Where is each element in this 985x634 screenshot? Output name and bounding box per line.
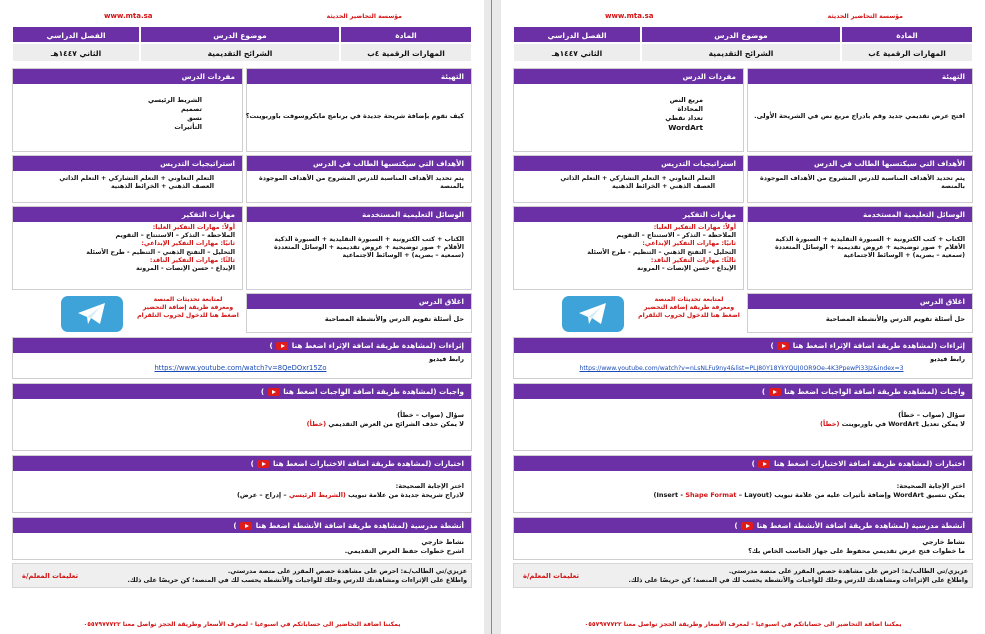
notes-line: واطلاع على الإثراءات ومشاهدتك للدرس وحلك للواجبات والأنشطة يحسب لك في المنصة؛ كن حريصًا على ذلك. [628,577,968,584]
subject-label: المادة [841,26,973,43]
homework-question-type: سؤال (صواب – خطأ) [397,411,464,419]
activity-text: ما خطوات فتح عرض تقديمي محفوظ على جهاز الحاسب الخاص بك؟ [748,547,965,555]
skills-title: مهارات التفكير [514,207,743,222]
aids-title: الوسائل التعليمية المستخدمة [247,207,471,222]
activity-type: نشاط خارجي [421,538,464,546]
youtube-icon[interactable] [777,342,789,350]
aids-line: الكتاب + كتب الكترونية + السبورة التقليدية + السبورة الذكية [775,236,965,243]
vocab-item: نسق [187,114,202,122]
aids-line: الأقلام + صور توضيحية + عروض تقديمية + الوسائل المتعددة [774,244,965,252]
topic-value: الشرائح التقديمية [140,43,340,62]
tests-other-options: – إدراج – عرض) [236,491,287,499]
promo-line: ومعرفة طريقة إضافة التحضير [142,304,234,312]
closing-title: اغلاق الدرس [748,294,972,309]
vocab-title: مفردات الدرس [13,69,242,84]
activities-title: أنشطة مدرسية (لمشاهدة طريقة اضافة الأنشطة اضغط هنا ) [13,518,471,533]
strategies-line: التعلم التعاوني + التعلم التشاركي + التعلم الذاتي [59,175,214,182]
activities-title: أنشطة مدرسية (لمشاهدة طريقة اضافة الأنشطة اضغط هنا ) [514,518,972,533]
video-link[interactable]: https://www.youtube.com/watch?v=8QeDOxr15Zo [154,364,327,372]
promo-line: لمتابعة تحديثات المنصة [153,296,223,303]
intro-text: كيف تقوم بإضافة شريحة جديدة في برنامج مايكروسوفت باوربوينت؟ [245,112,464,120]
site-url[interactable]: www.mta.sa [104,12,153,20]
tests-title-link[interactable]: اختبارات (لمشاهدة طريقة اضافة الاختبارات اضغط هنا [272,459,464,468]
strategies-section [513,155,744,203]
aids-title: الوسائل التعليمية المستخدمة [748,207,972,222]
teacher-notes [513,563,973,588]
vocab-item: WordArt [668,123,703,132]
objectives-title: الأهداف التي سيكتسبها الطالب في الدرس [748,156,972,171]
term-value: الثاني ١٤٤٧هـ [513,43,641,62]
youtube-icon[interactable] [741,522,753,530]
closing-text: حل أسئلة تقويم الدرس والأنشطة المصاحبة [324,315,464,323]
subject-label: المادة [340,26,472,43]
tests-title: اختبارات (لمشاهدة طريقة اضافة الاختبارات اضغط هنا ) [514,456,972,471]
tests-option-insert: (Insert - [653,491,684,499]
homework-question-type: سؤال (صواب – خطأ) [898,411,965,419]
footer-contact[interactable]: يمكننا اضافة التحاضير الى حساباتكم في اسبوعيا - لمعرف الأسعار وطريقة الحجز تواصل معنا ٠٥٥٧٩٧٧٧٢٢ [83,621,401,628]
term-label: الفصل الدراسي [12,26,140,43]
telegram-icon[interactable] [562,296,624,332]
tests-title-link[interactable]: اختبارات (لمشاهدة طريقة اضافة الاختبارات اضغط هنا [773,459,965,468]
homework-title: واجبات (لمشاهدة طريقة اضافة الواجبات اضغط هنا ) [514,384,972,399]
homework-section [12,383,472,451]
notes-line: عزيزي/تي الطالب/ـة: احرص على مشاهدة حصص المقرر على منصة مدرستي. [227,568,467,575]
aids-line: (سمعية – بصرية) + الوسائط الاجتماعية [843,252,965,260]
org-name: مؤسسة التحاضير الحديثة [326,13,402,20]
homework-question: لا يمكن حذف الشرائح من العرض التقديمي [328,420,464,428]
objectives-section [747,155,973,203]
vocab-item: الشريط الرئيسي [148,96,202,104]
closing-section [246,293,472,333]
objectives-section [246,155,472,203]
tests-option-layout: – Layout) [738,491,772,499]
intro-title: التهيئة [748,69,972,84]
intro-section [246,68,472,152]
enrichment-section [12,337,472,379]
activities-section [513,517,973,560]
closing-section [747,293,973,333]
promo-line: اضغط هنا للدخول لجروب التلقرام [638,312,740,320]
skills-line: الملاحظة – التذكر – الاستنتاج – التقويم [616,232,736,240]
video-link[interactable]: https://www.youtube.com/watch?v=nLsNLFu9ny4&list=PLJ80Y18YkYQUJ0OR9Oe-4K3PpewPi33Jz&index=3 [579,365,904,372]
skills-heading: أولاً: مهارات التفكير العليا: [152,224,235,231]
enrich-title: إثراءات (لمشاهدة طريقة اضافة الإثراء اضغط هنا ) [514,338,972,353]
objectives-line: بالمنصة [440,183,464,191]
activities-title-link[interactable]: أنشطة مدرسية (لمشاهدة طريقة اضافة الأنشطة اضغط هنا [756,521,965,530]
tests-section [513,455,973,513]
aids-section [747,206,973,290]
intro-title: التهيئة [247,69,471,84]
aids-line: الأقلام + صور توضيحية + عروض تقديمية + الوسائل المتعددة [273,244,464,252]
lesson-header [12,26,472,62]
subject-value: المهارات الرقمية ٤ب [841,43,973,62]
homework-title-link[interactable]: واجبات (لمشاهدة طريقة اضافة الواجبات اضغط هنا [283,387,464,396]
skills-line: التحليل – التفتح الذهني – التنظيم - طرح الأسئلة [86,248,235,256]
enrichment-section [513,337,973,379]
youtube-icon[interactable] [257,460,269,468]
tests-section [12,455,472,513]
promo-text[interactable] [136,296,240,321]
strategies-title: استراتيجيات التدريس [514,156,743,171]
skills-line: الإبداع - حسن الإنصات - المرونة [637,265,736,273]
vocab-item: تعداد نقطي [665,114,703,122]
skills-heading: ثالثًا: مهارات التفكير الناقد: [149,256,235,264]
vocab-title: مفردات الدرس [514,69,743,84]
tests-correct-option: (الشريط الرئيسي [288,491,346,499]
subject-value: المهارات الرقمية ٤ب [340,43,472,62]
skills-line: التحليل – التفتح الذهني – التنظيم - طرح الأسئلة [587,248,736,256]
lesson-page-2 [501,0,985,634]
vocab-item: المحاذاة [677,105,703,113]
aids-section [246,206,472,290]
notes-label: تعليمات المعلم/ة [21,571,79,580]
skills-line: الملاحظة – التذكر – الاستنتاج – التقويم [115,232,235,240]
skills-title: مهارات التفكير [13,207,242,222]
promo-line: لمتابعة تحديثات المنصة [654,296,724,303]
intro-text: افتح عرض تقديمي جديد وقم بادراج مربع نص في الشريحة الأولى. [754,112,965,120]
tests-title: اختبارات (لمشاهدة طريقة اضافة الاختبارات اضغط هنا ) [13,456,471,471]
video-link-label: رابط فيديو [429,355,464,363]
youtube-icon[interactable] [268,388,280,396]
skills-heading: ثانيًا: مهارات التفكير الإبداعي: [141,240,235,248]
skills-heading: أولاً: مهارات التفكير العليا: [653,224,736,231]
homework-title-link[interactable]: واجبات (لمشاهدة طريقة اضافة الواجبات اضغط هنا [784,387,965,396]
org-name: مؤسسة التحاضير الحديثة [827,13,903,20]
vocab-item: تصميم [181,105,202,113]
closing-title: اغلاق الدرس [247,294,471,309]
topic-label: موضوع الدرس [641,26,841,43]
youtube-icon[interactable] [276,342,288,350]
lesson-header [513,26,973,62]
promo-text[interactable] [637,296,741,321]
objectives-line: يتم تحديد الأهداف المناسبة للدرس المشروح من الأهداف الموجودة [259,175,464,182]
topic-label: موضوع الدرس [140,26,340,43]
youtube-icon[interactable] [769,388,781,396]
vocab-section [12,68,243,152]
strategies-title: استراتيجيات التدريس [13,156,242,171]
lesson-page-1 [0,0,484,634]
telegram-promo [513,294,744,334]
skills-heading: ثالثًا: مهارات التفكير الناقد: [650,256,736,264]
skills-line: الإبداع - حسن الإنصات - المرونة [136,265,235,273]
activity-text: اشرح خطوات حفظ العرض التقديمي. [344,547,464,555]
enrich-title-link[interactable]: إثراءات (لمشاهدة طريقة اضافة الإثراء اضغط هنا [792,341,965,350]
closing-text: حل أسئلة تقويم الدرس والأنشطة المصاحبة [825,315,965,323]
homework-title: واجبات (لمشاهدة طريقة اضافة الواجبات اضغط هنا ) [13,384,471,399]
topic-value: الشرائح التقديمية [641,43,841,62]
objectives-line: يتم تحديد الأهداف المناسبة للدرس المشروح من الأهداف الموجودة [760,175,965,182]
notes-label: تعليمات المعلم/ة [522,571,580,580]
tests-instruction: اختر الإجابة الصحيحة: [896,482,965,490]
strategies-section [12,155,243,203]
objectives-line: بالمنصة [941,183,965,191]
vocab-item: مربع النص [669,96,703,104]
homework-answer: (خطأ) [306,420,327,428]
youtube-icon[interactable] [240,522,252,530]
telegram-promo [12,294,243,334]
vocab-section [513,68,744,152]
homework-section [513,383,973,451]
tests-question: لادراج شريحة جديدة من علامة تبويب [348,491,464,499]
promo-line: اضغط هنا للدخول لجروب التلقرام [137,312,239,320]
activities-title-link[interactable]: أنشطة مدرسية (لمشاهدة طريقة اضافة الأنشطة اضغط هنا [255,521,464,530]
intro-section [747,68,973,152]
telegram-icon[interactable] [61,296,123,332]
page-divider [491,0,492,634]
activity-type: نشاط خارجي [922,538,965,546]
promo-line: ومعرفة طريقة إضافة التحضير [643,304,735,312]
activities-section [12,517,472,560]
homework-question: لا يمكن تعديل WordArt في باوربوينت [841,420,965,428]
strategies-line: التعلم التعاوني + التعلم التشاركي + التعلم الذاتي [560,175,715,182]
tests-correct-option: Shape Format [685,491,737,499]
aids-line: الكتاب + كتب الكترونية + السبورة التقليدية + السبورة الذكية [274,236,464,243]
objectives-title: الأهداف التي سيكتسبها الطالب في الدرس [247,156,471,171]
thinking-skills-section [513,206,744,290]
skills-heading: ثانيًا: مهارات التفكير الإبداعي: [642,240,736,248]
youtube-icon[interactable] [758,460,770,468]
strategies-line: العصف الذهني + الخرائط الذهنية [110,183,214,191]
aids-line: (سمعية – بصرية) + الوسائط الاجتماعية [342,252,464,260]
thinking-skills-section [12,206,243,290]
site-url[interactable]: www.mta.sa [605,12,654,20]
teacher-notes [12,563,472,588]
tests-question: يمكن تنسيق WordArt وإضافة تأثيرات عليه من علامة تبويب [774,491,965,499]
term-value: الثاني ١٤٤٧هـ [12,43,140,62]
video-link-label: رابط فيديو [930,355,965,363]
enrich-title-link[interactable]: إثراءات (لمشاهدة طريقة اضافة الإثراء اضغط هنا [291,341,464,350]
notes-line: عزيزي/تي الطالب/ـة: احرص على مشاهدة حصص المقرر على منصة مدرستي. [728,568,968,575]
homework-answer: (خطأ) [820,420,840,428]
notes-line: واطلاع على الإثراءات ومشاهدتك للدرس وحلك للواجبات والأنشطة يحسب لك في المنصة؛ كن حريصًا على ذلك. [127,577,467,584]
term-label: الفصل الدراسي [513,26,641,43]
strategies-line: العصف الذهني + الخرائط الذهنية [611,183,715,191]
footer-contact[interactable]: يمكننا اضافة التحاضير الى حساباتكم في اسبوعيا - لمعرف الأسعار وطريقة الحجز تواصل معنا ٠٥٥٧٩٧٧٧٢٢ [584,621,902,628]
vocab-item: التأثيرات [174,123,202,131]
enrich-title: إثراءات (لمشاهدة طريقة اضافة الإثراء اضغط هنا ) [13,338,471,353]
tests-instruction: اختر الإجابة الصحيحة: [395,482,464,490]
